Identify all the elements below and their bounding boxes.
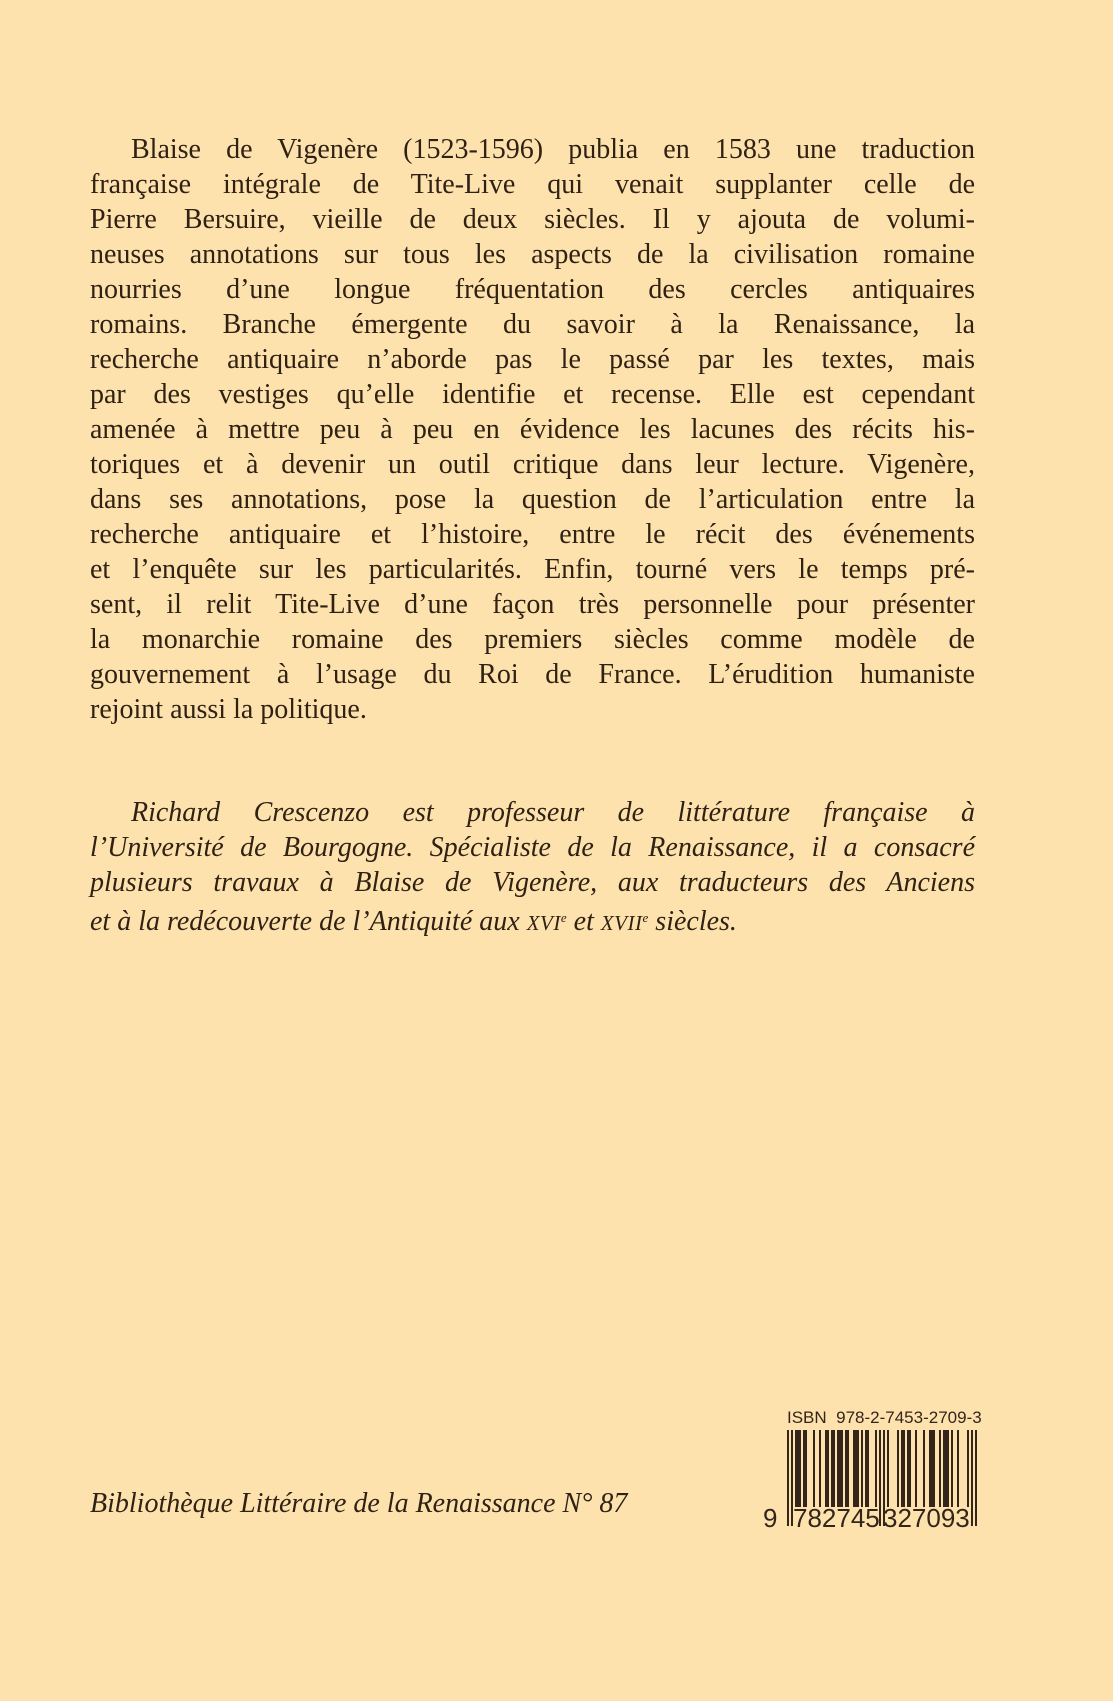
isbn-barcode-block [763, 1406, 982, 1538]
isbn-label: ISBN 978-2-7453-2709-3 [787, 1408, 982, 1427]
bio-last-line [90, 900, 975, 941]
synopsis-line: française intégrale de Tite-Live qui venait supplanter celle de [90, 169, 975, 200]
synopsis-line: nourries d’une longue fréquentation des cercles antiquaires [90, 274, 975, 305]
synopsis-line: toriques et à devenir un outil critique dans leur lecture. Vigenère, [90, 449, 975, 480]
author-bio-lines [90, 795, 975, 900]
bio-line: Richard Crescenzo est professeur de littérature française à [131, 797, 975, 828]
ordinal-superscript: e [560, 910, 567, 925]
synopsis-line: par des vestiges qu’elle identifie et recense. Elle est cependant [90, 379, 975, 410]
barcode-digits-right: 327093 [883, 1503, 970, 1533]
bio-text-segment: siècles. [648, 906, 737, 937]
series-title: Bibliothèque Littéraire de la Renaissance N° 87 [90, 1488, 628, 1519]
barcode-digits-left: 782745 [793, 1503, 880, 1533]
synopsis-line: Blaise de Vigenère (1523-1596) publia en 1583 une traduction [131, 134, 975, 165]
synopsis-line: recherche antiquaire n’aborde pas le passé par les textes, mais [90, 344, 975, 375]
bio-line: l’Université de Bourgogne. Spécialiste de la Renaissance, il a consacré [90, 832, 975, 863]
synopsis-line: dans ses annotations, pose la question de l’articulation entre la [90, 484, 975, 515]
synopsis-line: romains. Branche émergente du savoir à la Renaissance, la [90, 309, 975, 340]
author-bio-paragraph [90, 795, 975, 941]
synopsis-line: et l’enquête sur les particularités. Enfin, tourné vers le temps pré- [90, 554, 975, 585]
barcode-digit-first: 9 [763, 1503, 778, 1533]
synopsis-line: Pierre Bersuire, vieille de deux siècles. Il y ajouta de volumi- [90, 204, 975, 235]
roman-numeral-xvi: XVI [526, 911, 561, 935]
synopsis-paragraph [90, 132, 975, 727]
bio-text-segment: et à la redécouverte de l’Antiquité aux [90, 906, 527, 937]
bio-text-segment: et [566, 906, 601, 937]
synopsis-line: la monarchie romaine des premiers siècles comme modèle de [90, 624, 975, 655]
synopsis-line: recherche antiquaire et l’histoire, entre le récit des événements [90, 519, 975, 550]
bio-line: plusieurs travaux à Blaise de Vigenère, aux traducteurs des Anciens [90, 867, 975, 898]
synopsis-line: amenée à mettre peu à peu en évidence les lacunes des récits his- [90, 414, 975, 445]
ordinal-superscript: e [642, 910, 649, 925]
synopsis-line: rejoint aussi la politique. [90, 694, 367, 725]
roman-numeral-xvii: XVII [600, 911, 643, 935]
synopsis-line: neuses annotations sur tous les aspects de la civilisation romaine [90, 239, 975, 270]
synopsis-line: sent, il relit Tite-Live d’une façon très personnelle pour présenter [90, 589, 975, 620]
synopsis-line: gouvernement à l’usage du Roi de France. L’érudition humaniste [90, 659, 975, 690]
